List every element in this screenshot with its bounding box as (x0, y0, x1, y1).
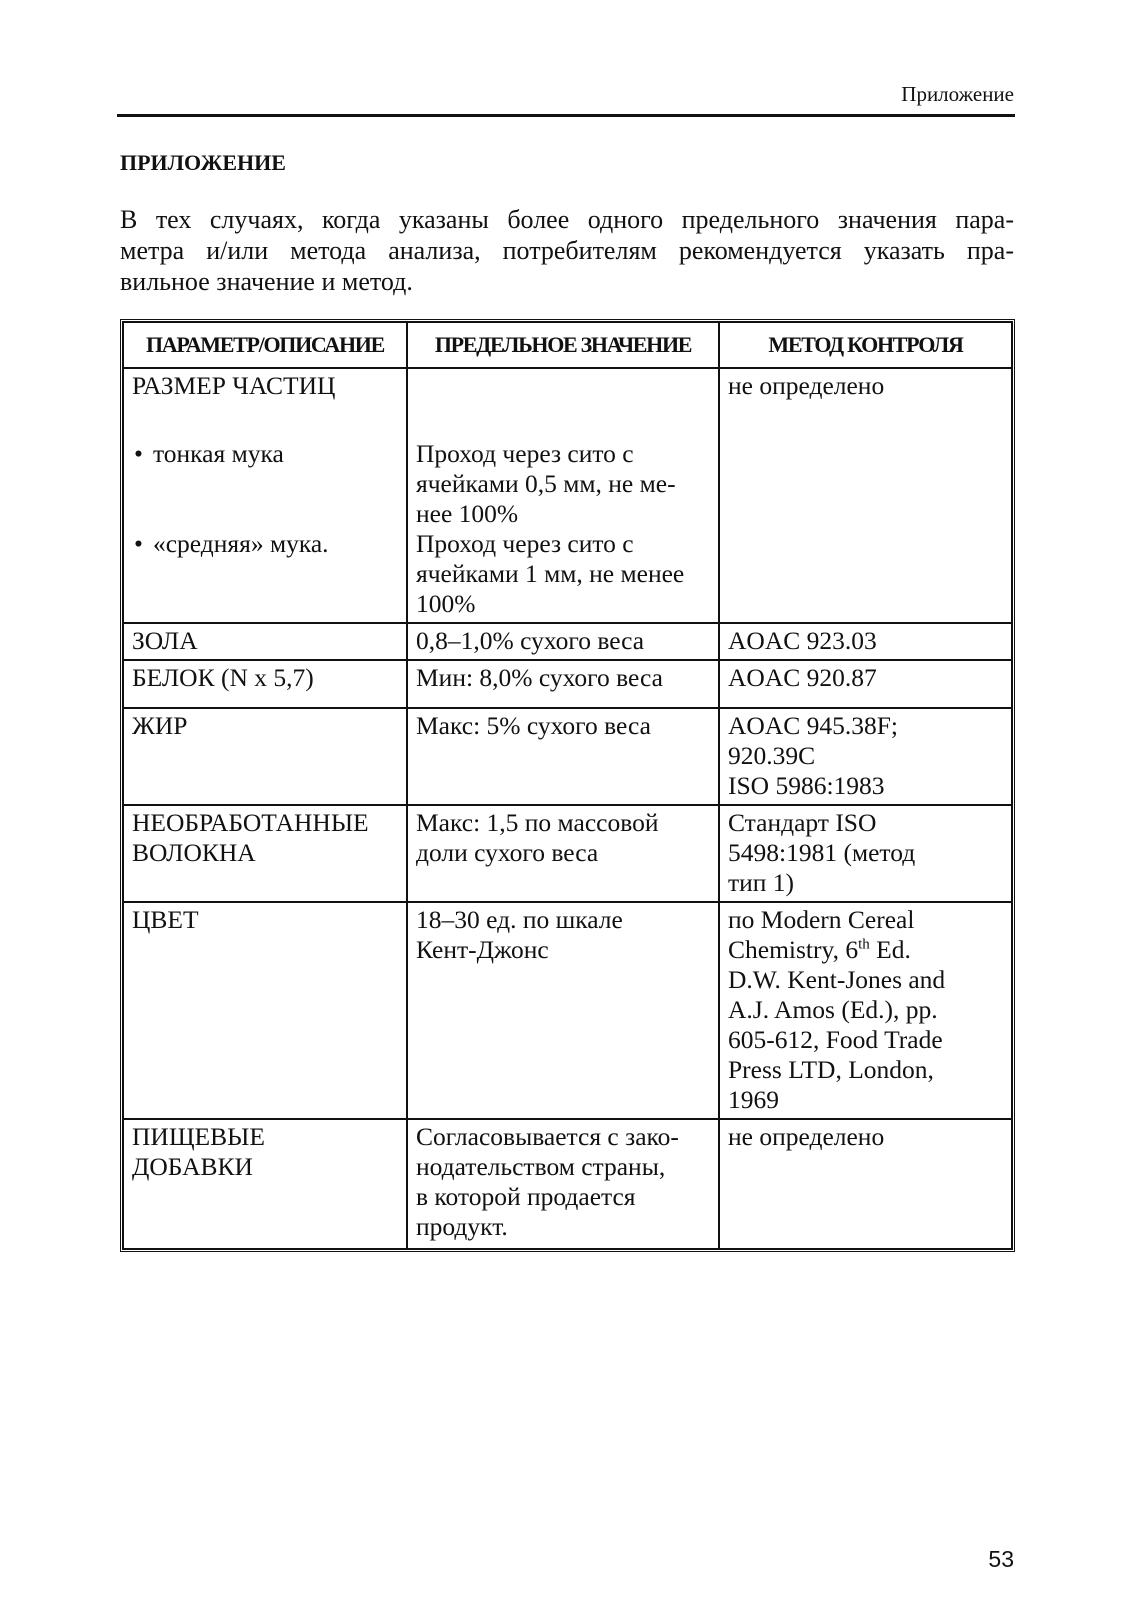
limit-text: Макс: 5% сухого веса (416, 711, 651, 740)
limit-text: ячейками 0,5 мм, не ме- (416, 469, 676, 498)
method-text: AOAC 923.03 (728, 626, 877, 655)
limit-text: 0,8–1,0% сухого веса (416, 626, 645, 655)
table-row (123, 708, 1012, 805)
limit-cell (407, 660, 719, 708)
param-cell (123, 1119, 407, 1249)
param-cell (123, 708, 407, 805)
param-cell (123, 660, 407, 708)
param-text: ЖИР (132, 711, 188, 740)
spacer (132, 401, 398, 439)
limit-text: Макс: 1,5 по массовой (416, 808, 659, 837)
limit-text: 100% (416, 589, 476, 618)
method-text: A.J. Amos (Ed.), pp. (728, 995, 938, 1024)
limit-text: продукт. (416, 1212, 508, 1241)
param-text: ЦВЕТ (132, 905, 199, 934)
method-text: 5498:1981 (метод (728, 838, 916, 867)
method-cell (719, 660, 1012, 708)
limit-cell (407, 708, 719, 805)
limit-text: доли сухого веса (416, 838, 599, 867)
method-cell (719, 368, 1012, 623)
header-rule (117, 114, 1015, 117)
limit-text: Мин: 8,0% сухого веса (416, 663, 663, 692)
limit-text: Кент-Джонс (416, 935, 549, 964)
table-row (123, 660, 1012, 708)
page-number: 53 (988, 1546, 1014, 1572)
method-text: AOAC 920.87 (728, 663, 877, 692)
param-text: РАЗМЕР ЧАСТИЦ (132, 371, 336, 400)
limit-text: Проход через сито с (416, 529, 634, 558)
section-title: ПРИЛОЖЕНИЕ (120, 150, 286, 175)
intro-line: В тех случаях, когда указаны более одного предельного значения пара- (120, 205, 1014, 234)
method-text: Press LTD, London, (728, 1055, 934, 1084)
spacer (416, 371, 710, 401)
method-cell (719, 1119, 1012, 1249)
table-row (123, 368, 1012, 623)
intro-line: метра и/или метода анализа, потребителям рекомендуется указать пра- (120, 236, 1014, 265)
column-header-limit: ПРЕДЕЛЬНОЕ ЗНАЧЕНИЕ (407, 322, 719, 368)
specification-table (120, 319, 1015, 1252)
method-text: D.W. Kent-Jones and (728, 965, 946, 994)
superscript: th (858, 936, 870, 953)
method-text: Стандарт ISO (728, 808, 877, 837)
limit-text: ячейками 1 мм, не менее (416, 559, 685, 588)
limit-cell (407, 805, 719, 902)
table-row (123, 805, 1012, 902)
param-text: ВОЛОКНА (132, 838, 256, 867)
intro-line: вильное значение и метод. (120, 267, 413, 296)
limit-cell (407, 902, 719, 1119)
method-text (728, 935, 1003, 965)
method-text: AOAC 945.38F; (728, 711, 899, 740)
spacer (132, 469, 398, 499)
method-text: не определено (728, 371, 885, 400)
spacer (132, 499, 398, 529)
method-text: 1969 (728, 1085, 779, 1114)
param-cell (123, 623, 407, 660)
method-text: тип 1) (728, 868, 795, 897)
column-header-parameter: ПАРАМЕТР/ОПИСАНИЕ (123, 322, 407, 368)
limit-text: нее 100% (416, 499, 519, 528)
method-cell (719, 623, 1012, 660)
param-text: ЗОЛА (132, 626, 198, 655)
param-text: БЕЛОК (N x 5,7) (132, 663, 314, 692)
method-text: ISO 5986:1983 (728, 771, 885, 800)
method-text: 920.39С (728, 741, 816, 770)
bullet-medium-flour: • «средняя» мука. (132, 529, 398, 559)
param-cell (123, 902, 407, 1119)
table-header-row (123, 322, 1012, 368)
running-head: Приложение (901, 82, 1014, 106)
param-cell (123, 805, 407, 902)
param-text: ДОБАВКИ (132, 1152, 253, 1181)
method-text: 605-612, Food Trade (728, 1025, 943, 1054)
limit-text: нодательством страны, (416, 1152, 666, 1181)
spacer (416, 401, 710, 439)
param-text: ПИЩЕВЫЕ (132, 1122, 265, 1151)
param-cell (123, 368, 407, 623)
table-row (123, 902, 1012, 1119)
table-row (123, 623, 1012, 660)
method-text: по Modern Cereal (728, 905, 915, 934)
method-cell (719, 902, 1012, 1119)
limit-text: 18–30 ед. по шкале (416, 905, 623, 934)
limit-text: в которой продается (416, 1182, 636, 1211)
method-cell (719, 805, 1012, 902)
limit-cell (407, 368, 719, 623)
method-text-part: Chemistry, 6 (728, 935, 859, 964)
param-text: НЕОБРАБОТАННЫЕ (132, 808, 369, 837)
limit-cell (407, 623, 719, 660)
limit-text: Согласовывается с зако- (416, 1122, 679, 1151)
table-row (123, 1119, 1012, 1249)
intro-paragraph (120, 204, 1014, 297)
bullet-fine-flour: • тонкая мука (132, 439, 398, 469)
method-text: не определено (728, 1122, 885, 1151)
method-text-part: Ed. (869, 935, 911, 964)
limit-cell (407, 1119, 719, 1249)
method-cell (719, 708, 1012, 805)
column-header-method: МЕТОД КОНТРОЛЯ (719, 322, 1012, 368)
limit-text: Проход через сито с (416, 439, 634, 468)
